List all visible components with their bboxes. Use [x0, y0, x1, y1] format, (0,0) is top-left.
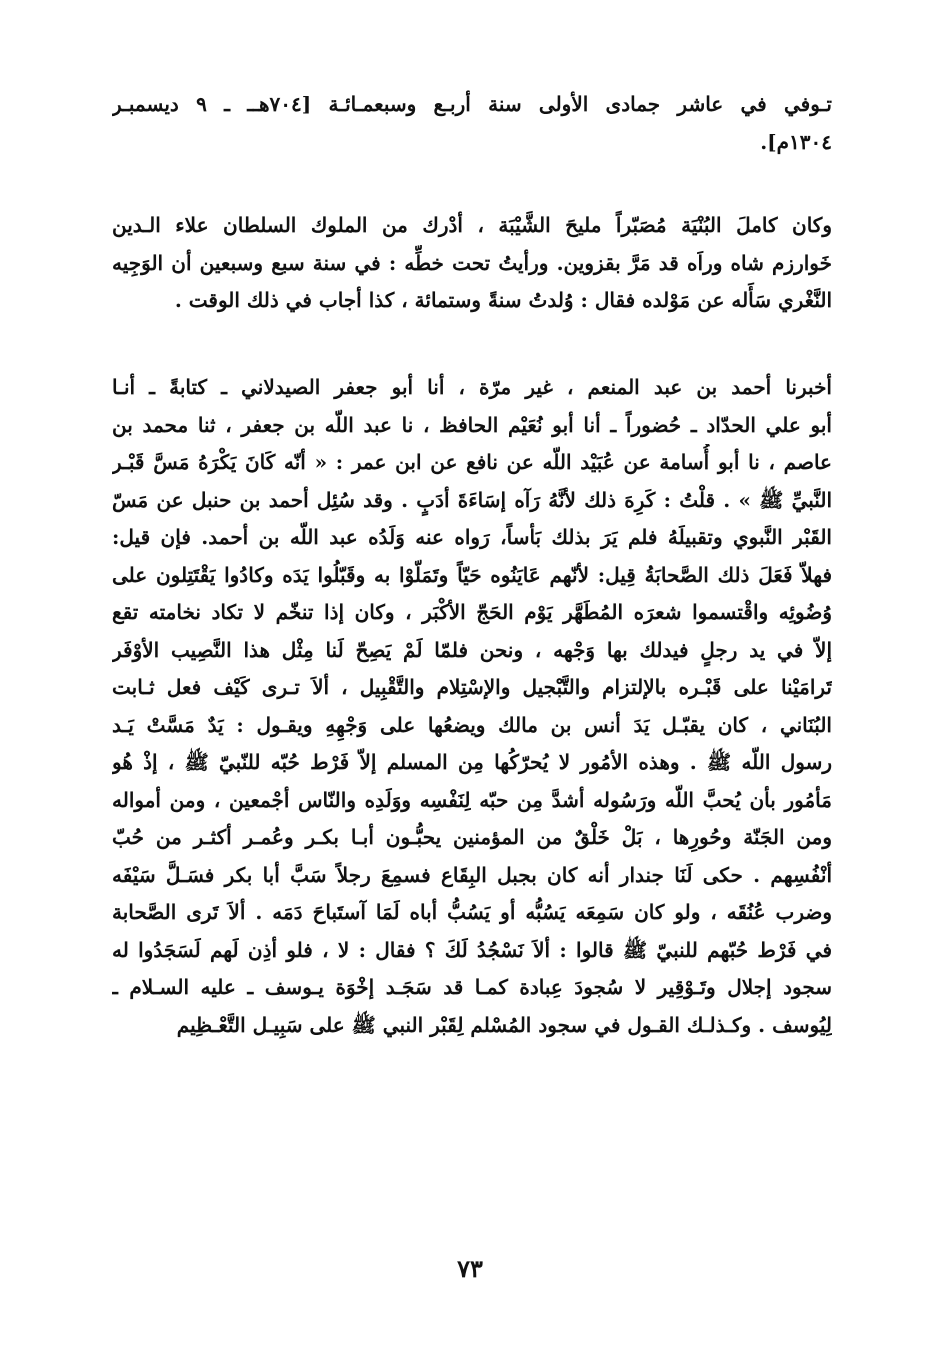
text-line: تَرامَيْنا على قَبْـره بالإلتزام والتَّبْجيل والإسْتِلام والتَّقْبِيل ، ألاَ تـرى كَيْف فعل ثـابت	[112, 675, 832, 699]
paragraph-death-date	[112, 86, 832, 161]
text-line: فهلاّ فَعَلَ ذلك الصَّحابَةُ قِيل: لأنّهم عَايَنُوه حَيّاً وتَمَلّوْا به وقَبّلُوا يَدَه وكادُوا يَقْتَتِلون على	[112, 562, 832, 587]
paragraph-narration	[112, 369, 832, 1044]
text-line: أبو علي الحدّاد ـ حُضوراً ـ أنا أبو نُعَيْم الحافظ ، نا عبد اللّه بن جعفر ، ثنا محمد بن	[112, 412, 832, 437]
text-line: النَّغْري سَأَله عن مَوْلده فقال : وُلدتُ سنةً وستمائة ، كذا أجاب في ذلك الوقت .	[174, 288, 832, 312]
text-line: وضرب عُنُقَه ، ولو كان سَمِعَه يَسُبُّه أو يَسُبُّ أباه لَمَا آستَباحَ دَمَه . ألاَ تَرى الصَّحابة	[112, 900, 832, 924]
text-line: النَّبيِّ ﷺ » . قلْتُ : كَرِهَ ذلك لأنَّهُ رَآه إسَاءَةَ أدَبٍ . وقد سُئِل أحمد بن حنبل عن مَسّ	[112, 487, 832, 512]
text-line: أنْفُسِهم . حكى لَنَا جندار أنه كان بجبل البِقَاع فسمِعَ رجلاً سَبَّ أبا بكر فسَـلَّ سَيْفَه	[112, 862, 832, 887]
text-line: ومن الجَنّة وحُورِها ، بَلْ خَلْقٌ من المؤمنين يحبُّـون أبـا بكـر وعُمـر أكثـر من حُبّ	[112, 825, 832, 849]
text-line: إلاّ في يد رجلٍ فيدلك بها وَجْهه ، ونحن فلمّا لَمْ يَصِحّ لَنا مِثْل هذا النَّصِيب الأوْفَر	[112, 637, 832, 662]
page-number: ٧٣	[457, 1254, 483, 1283]
text-line: مَأمُور بأن يُحبَّ اللّه ورَسُوله أشدَّ مِن حبّه لِنَفْسِه ووَلَدِه والنّاس أجْمعين ، ومن أمواله	[112, 787, 832, 812]
text-line: رسول اللّه ﷺ . وهذه الأمُور لا يُحرّكُها مِن المسلم إلاّ فَرْط حُبّه للنّبيّ ﷺ ، إذْ هُو	[112, 750, 832, 774]
text-line: ١٣٠٤م].	[760, 129, 832, 154]
text-line: وكان كاملَ البُنْيَة مُصَبّراً مليحَ الشَّيْبَة ، أدْرك من الملوك السلطان علاء الـدين	[112, 213, 832, 237]
text-line: لِيُوسف . وكـذلـك القـول في سجود المُسْلم لِقَبْر النبي ﷺ على سَبِيـل التَّعْـظِيم	[176, 1012, 832, 1037]
text-line: في فَرْط حُبّهم للنبيّ ﷺ قالوا : ألاَ نَسْجُدُ لَكَ ؟ فقال : لا ، فلو أذِن لَهم لَسَجَدُوا له	[112, 937, 832, 962]
text-line: سجود إجلال وتَـوْقِير لا سُجودَ عِبادة كمـا قد سَجَـد إخْوَة يـوسف ـ عليه السـلام ـ	[112, 975, 832, 999]
text-line: تـوفي في عاشر جمادى الأولى سنة أربـع وسبعمـائـة [٧٠٤هــ ـ ٩ ديسمبـر	[112, 92, 832, 116]
text-line: البُنَاني ، كان يقبّـل يَدَ أنس بن مالك ويضعُها على وَجْهِهِ ويقـول : يَدٌ مَسَّتْ يَـد	[112, 712, 832, 737]
text-line: وُضُوئِه واقْتسموا شعرَه المُطَهَّر يَوْم الحَجّ الأكْبَر ، وكان إذا تنخّم لا تكاد نخامته تقع	[112, 600, 832, 624]
text-line: خَوارزم شاه وراَه قد مَرَّ بقزوين. ورأيتُ تحت خطِّه : في سنة سبع وسبعين أن الوَجِيه	[112, 250, 832, 275]
text-line: أخبرنا أحمد بن عبد المنعم ، غير مرّة ، أنا أبو جعفر الصيدلاني ـ كتابةً ـ أنـا	[112, 375, 832, 399]
text-line: عاصم ، نا أبو أُسامة عن عُبَيْد اللّه عن نافع عن ابن عمر : « أنّه كَانَ يَكْرَهُ مَسَّ قَبْـر	[112, 450, 832, 474]
text-line: القَبْر النَّبوي وتقبيلَهُ فلم يَرَ بذلك بَأساً، رَواه عنه وَلَدُه عبد اللّه بن أحمد. فإن قيل:	[112, 525, 832, 549]
paragraph-description	[112, 207, 832, 320]
